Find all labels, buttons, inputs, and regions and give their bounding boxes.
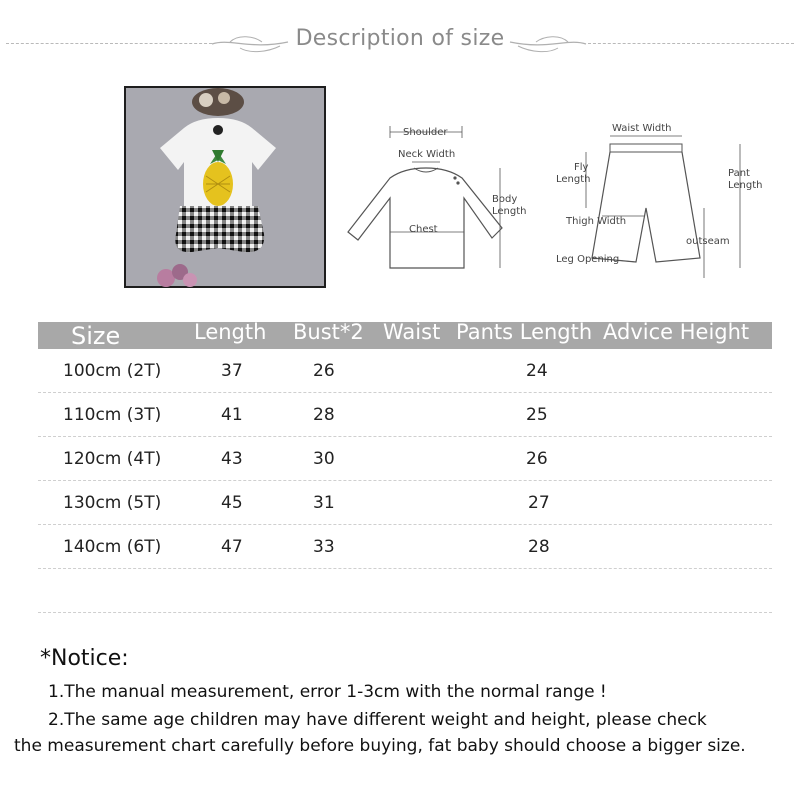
notice-title: *Notice: xyxy=(40,646,129,671)
cell-length: 47 xyxy=(221,537,243,557)
cell-size: 110cm (3T) xyxy=(63,405,162,425)
cell-bust: 26 xyxy=(313,361,335,381)
header-advice-height: Advice Height xyxy=(603,320,750,344)
label-shoulder: Shoulder xyxy=(403,127,448,138)
cell-length: 37 xyxy=(221,361,243,381)
table-header xyxy=(38,322,772,349)
header-size: Size xyxy=(71,322,121,350)
pants-measurement-diagram xyxy=(552,116,772,276)
table-row xyxy=(38,437,772,481)
label-pant-length-2: Length xyxy=(728,180,763,191)
cell-length: 45 xyxy=(221,493,243,513)
table-row xyxy=(38,393,772,437)
swirl-right-ornament xyxy=(508,30,588,58)
cell-size: 100cm (2T) xyxy=(63,361,162,381)
cell-bust: 30 xyxy=(313,449,335,469)
header-pants-length: Pants Length xyxy=(456,320,593,344)
header-waist: Waist xyxy=(383,320,441,344)
label-body-length-1: Body xyxy=(492,194,518,205)
header-length: Length xyxy=(194,320,267,344)
cell-pants-length: 25 xyxy=(526,405,548,425)
label-waist-width: Waist Width xyxy=(612,123,672,134)
cell-size: 130cm (5T) xyxy=(63,493,162,513)
label-pant-length-1: Pant xyxy=(728,168,750,179)
section-header xyxy=(0,22,800,58)
header-bust: Bust*2 xyxy=(293,320,364,344)
cell-size: 120cm (4T) xyxy=(63,449,162,469)
page-title: Description of size xyxy=(295,26,505,51)
cell-length: 41 xyxy=(221,405,243,425)
cell-pants-length: 24 xyxy=(526,361,548,381)
shirt-measurement-diagram xyxy=(342,116,527,274)
cell-size: 140cm (6T) xyxy=(63,537,162,557)
label-neck-width: Neck Width xyxy=(398,149,456,160)
label-leg-opening: Leg Opening xyxy=(556,254,620,265)
cell-bust: 31 xyxy=(313,493,335,513)
cell-bust: 28 xyxy=(313,405,335,425)
table-row xyxy=(38,525,772,569)
table-row-empty xyxy=(38,569,772,613)
product-photo xyxy=(124,86,326,288)
header-divider-right xyxy=(588,43,794,45)
cell-bust: 33 xyxy=(313,537,335,557)
cell-length: 43 xyxy=(221,449,243,469)
table-row xyxy=(38,481,772,525)
size-table xyxy=(38,322,772,613)
label-fly-length-1: Fly xyxy=(574,162,589,173)
label-fly-length-2: Length xyxy=(556,174,591,185)
label-chest: Chest xyxy=(409,224,438,235)
notice-line-3: the measurement chart carefully before buying, fat baby should choose a bigger size. xyxy=(14,736,746,756)
label-body-length-2: Length xyxy=(492,206,527,217)
cell-pants-length: 27 xyxy=(528,493,550,513)
cell-pants-length: 26 xyxy=(526,449,548,469)
notice-line-2: 2.The same age children may have different weight and height, please check xyxy=(48,710,707,730)
notice-line-1: 1.The manual measurement, error 1-3cm with the normal range ! xyxy=(48,682,607,702)
label-thigh-width: Thigh Width xyxy=(566,216,627,227)
label-outseam: outseam xyxy=(686,236,730,247)
table-row xyxy=(38,349,772,393)
cell-pants-length: 28 xyxy=(528,537,550,557)
